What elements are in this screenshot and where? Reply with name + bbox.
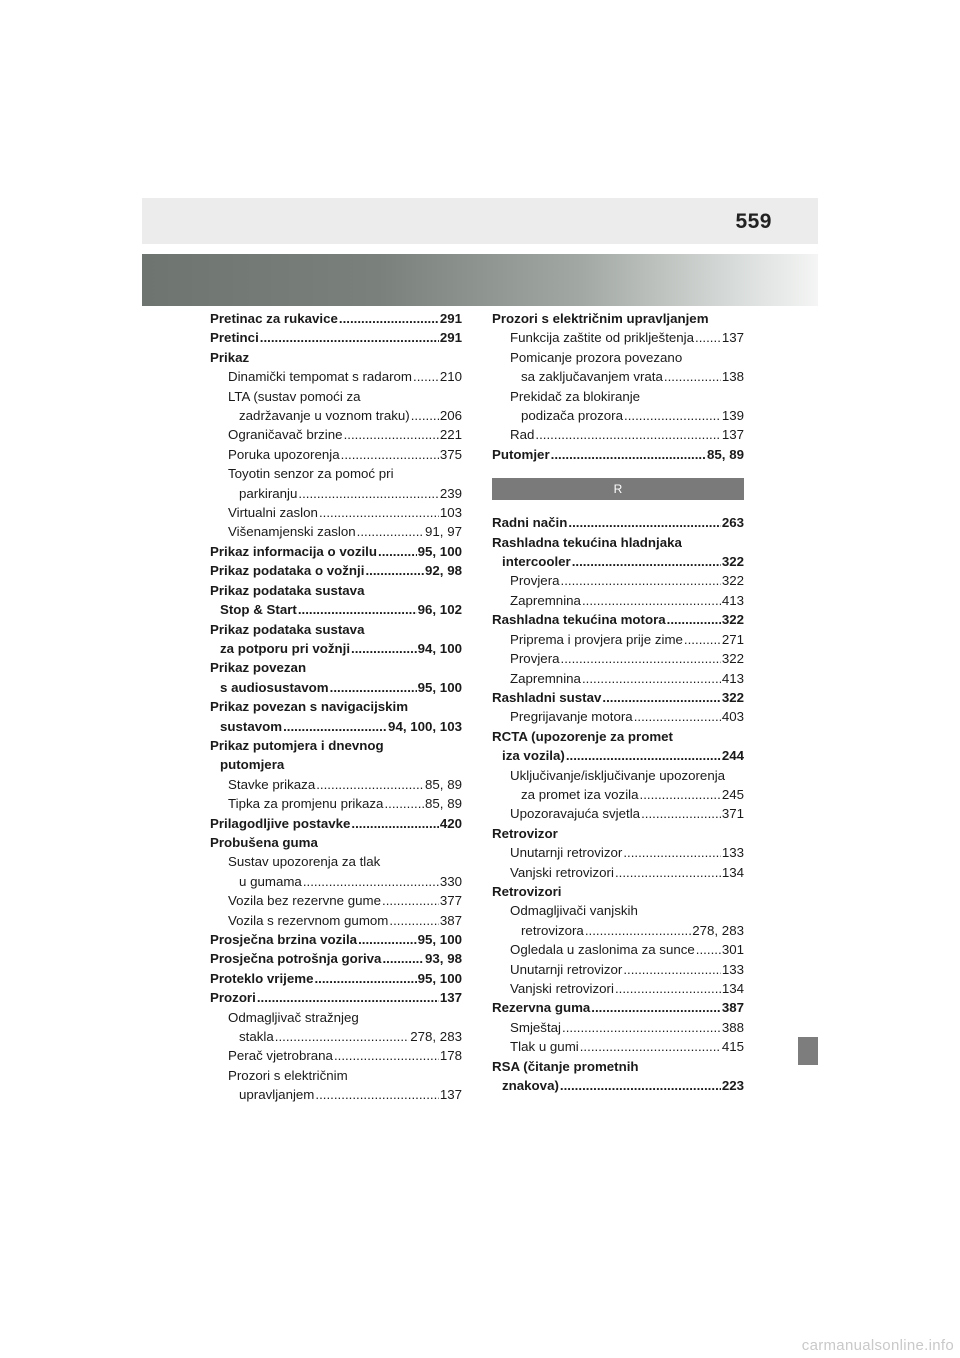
dot-leader xyxy=(602,688,720,707)
index-entry-text: upravljanjem xyxy=(239,1087,315,1103)
dot-leader xyxy=(344,425,439,444)
index-entry-text: Prozori s električnim upravljanjem xyxy=(492,311,709,326)
chapter-side-tab xyxy=(798,1037,818,1065)
index-entry-page: 322 xyxy=(721,554,744,570)
index-entry-page: 94, 100 xyxy=(417,640,462,656)
index-entry-page: 95, 100 xyxy=(417,679,462,695)
index-entry xyxy=(492,1037,744,1056)
index-entry xyxy=(492,804,744,823)
index-entry-text: retrovizora xyxy=(521,922,584,938)
index-entry-page: 371 xyxy=(721,806,744,822)
index-entry-text: Retrovizor xyxy=(492,825,558,841)
index-entry-text: parkiranju xyxy=(239,485,298,501)
index-entry xyxy=(492,552,744,571)
index-entry xyxy=(210,678,462,697)
index-entry-text: Zapremnina xyxy=(510,592,581,608)
index-entry-text: Retrovizori xyxy=(492,883,562,899)
index-entry xyxy=(210,387,462,406)
index-entry-page: 387 xyxy=(439,912,462,928)
index-entry xyxy=(210,367,462,386)
dot-leader xyxy=(358,930,417,949)
index-entry xyxy=(492,513,744,532)
index-entry xyxy=(210,697,462,716)
index-entry-text: Prikaz podataka sustava xyxy=(210,582,365,598)
dot-leader xyxy=(696,940,721,959)
index-entry-page: 278, 283 xyxy=(692,922,744,938)
index-entry-text: Sustav upozorenja za tlak xyxy=(228,854,381,870)
index-entry xyxy=(492,921,744,940)
index-entry xyxy=(210,406,462,425)
index-entry-page: 420 xyxy=(439,815,462,831)
index-entry xyxy=(492,425,744,444)
dot-leader xyxy=(562,1018,721,1037)
index-entry-page: 95, 100 xyxy=(417,543,462,559)
index-entry-text: RCTA (upozorenje za promet xyxy=(492,728,673,744)
index-entry-page: 263 xyxy=(721,515,744,531)
dot-leader xyxy=(389,911,438,930)
dot-leader xyxy=(339,309,439,328)
dot-leader xyxy=(560,1076,721,1095)
dot-leader xyxy=(623,843,720,862)
index-entry-text: za potporu pri vožnji xyxy=(220,640,351,656)
dot-leader xyxy=(351,639,417,658)
index-entry-text: Prikaz putomjera i dnevnog xyxy=(210,737,384,753)
dot-leader xyxy=(411,406,439,425)
index-entry-text: stakla xyxy=(239,1029,274,1045)
index-entry-page: 85, 89 xyxy=(707,446,744,462)
index-entry-text: Priprema i provjera prije zime xyxy=(510,631,683,647)
index-entry xyxy=(210,755,462,774)
index-entry-page: 139 xyxy=(721,408,744,424)
dot-leader xyxy=(623,960,720,979)
index-entry-text: Stavke prikaza xyxy=(228,776,316,792)
index-entry-text: sustavom xyxy=(220,718,283,734)
index-entry xyxy=(210,658,462,677)
index-entry-page: 291 xyxy=(439,311,462,326)
index-entry-page: 133 xyxy=(721,961,744,977)
index-entry-page: 137 xyxy=(439,990,462,1006)
index-entry xyxy=(210,1008,462,1027)
index-entry-text: sa zaključavanjem vrata xyxy=(521,369,663,385)
index-entry-text: Pretinci xyxy=(210,330,259,346)
index-entry xyxy=(492,979,744,998)
index-entry-text: Dinamički tempomat s radarom xyxy=(228,369,412,385)
dot-leader xyxy=(615,863,721,882)
index-entry-text: Provjera xyxy=(510,651,560,667)
index-entry-page: 85, 89 xyxy=(425,796,462,812)
index-entry-page: 206 xyxy=(439,408,462,424)
index-entry-page: 134 xyxy=(721,864,744,880)
index-entry xyxy=(210,814,462,833)
index-entry-text: Ogledala u zaslonima za sunce xyxy=(510,942,695,958)
index-entry xyxy=(210,348,462,367)
index-entry xyxy=(492,766,744,785)
dot-leader xyxy=(283,717,387,736)
index-entry-page: 103 xyxy=(439,505,462,521)
index-entry-text: Virtualni zaslon xyxy=(228,505,318,521)
dot-leader xyxy=(260,328,439,347)
index-entry xyxy=(210,775,462,794)
index-entry xyxy=(492,406,744,425)
index-entry-page: 178 xyxy=(439,1048,462,1064)
index-entry-page: 322 xyxy=(721,612,744,628)
index-entry-text: s audiosustavom xyxy=(220,679,329,695)
section-letter-bar xyxy=(492,478,744,500)
index-entry-text: Rashladna tekućina motora xyxy=(492,612,666,628)
index-entry-page: 137 xyxy=(721,330,744,346)
dot-leader xyxy=(695,328,721,347)
index-entry xyxy=(210,911,462,930)
index-entry-text: Prikaz podataka o vožnji xyxy=(210,563,365,579)
index-entry-page: 96, 102 xyxy=(417,602,462,618)
index-entry-page: 133 xyxy=(721,845,744,861)
index-entry xyxy=(210,833,462,852)
index-group-r xyxy=(492,513,744,1095)
index-entry-page: 322 xyxy=(721,689,744,705)
index-entry xyxy=(492,824,744,843)
index-entry-text: Ograničavač brzine xyxy=(228,427,343,443)
dot-leader xyxy=(315,1085,438,1104)
watermark: carmanualsonline.info xyxy=(801,1337,954,1354)
index-entry-page: 415 xyxy=(721,1039,744,1055)
index-entry-text: za promet iza vozila xyxy=(521,786,639,802)
index-entry-text: Rashladni sustav xyxy=(492,689,602,705)
index-entry-text: Unutarnji retrovizor xyxy=(510,845,623,861)
dot-leader xyxy=(561,649,721,668)
section-letter: R xyxy=(613,481,623,496)
index-entry xyxy=(210,581,462,600)
index-entry xyxy=(210,1085,462,1104)
index-entry xyxy=(210,503,462,522)
index-entry-text: Rashladna tekućina hladnjaka xyxy=(492,534,682,550)
index-entry xyxy=(210,445,462,464)
index-entry-text: Prikaz povezan xyxy=(210,660,307,676)
dot-leader xyxy=(275,1027,409,1046)
dot-leader xyxy=(365,561,424,580)
dot-leader xyxy=(684,630,721,649)
index-entry xyxy=(492,630,744,649)
index-entry xyxy=(492,882,744,901)
dot-leader xyxy=(582,591,721,610)
dot-leader xyxy=(351,814,438,833)
index-entry-text: Odmagljivač stražnjeg xyxy=(228,1009,359,1025)
index-entry-text: Uključivanje/isključivanje upozorenja xyxy=(510,767,726,783)
index-entry xyxy=(210,484,462,503)
index-entry xyxy=(492,940,744,959)
index-entry xyxy=(492,571,744,590)
index-entry-text: Prilagodljive postavke xyxy=(210,815,351,831)
dot-leader xyxy=(330,678,417,697)
index-entry-page: 301 xyxy=(721,942,744,958)
index-entry-text: Zapremnina xyxy=(510,670,581,686)
dot-leader xyxy=(580,1037,721,1056)
index-entry-text: znakova) xyxy=(502,1078,559,1094)
index-entry-text: Tlak u gumi xyxy=(510,1039,579,1055)
dot-leader xyxy=(664,367,721,386)
index-entry-page: 330 xyxy=(439,873,462,889)
dot-leader xyxy=(568,513,720,532)
index-entry xyxy=(492,727,744,746)
index-entry-page: 138 xyxy=(721,369,744,385)
index-entry-text: Pomicanje prozora povezano xyxy=(510,349,683,365)
dot-leader xyxy=(572,552,721,571)
index-group-p xyxy=(492,309,744,464)
index-entry-text: Odmagljivači vanjskih xyxy=(510,903,638,919)
index-entry-page: 322 xyxy=(721,651,744,667)
index-entry-text: Prikaz povezan s navigacijskim xyxy=(210,699,409,715)
dot-leader xyxy=(298,600,417,619)
index-entry-page: 95, 100 xyxy=(417,970,462,986)
index-entry-text: Prosječna potrošnja goriva xyxy=(210,951,382,967)
index-entry xyxy=(492,591,744,610)
index-entry-text: intercooler xyxy=(502,554,571,570)
dot-leader xyxy=(641,804,721,823)
index-entry xyxy=(210,1027,462,1046)
index-entry xyxy=(210,328,462,347)
index-entry xyxy=(492,960,744,979)
dot-leader xyxy=(382,891,439,910)
dot-leader xyxy=(314,969,416,988)
index-entry-page: 291 xyxy=(439,330,462,346)
index-entry xyxy=(210,717,462,736)
index-entry-text: Rad xyxy=(510,427,535,443)
index-column-left xyxy=(210,309,462,1105)
page-number: 559 xyxy=(735,210,772,233)
dot-leader xyxy=(357,522,424,541)
index-entry-text: Poruka upozorenja xyxy=(228,446,340,462)
header-band xyxy=(142,198,818,244)
index-entry-text: Tipka za promjenu prikaza xyxy=(228,796,384,812)
index-entry-page: 245 xyxy=(721,786,744,802)
index-entry-text: Putomjer xyxy=(492,446,550,462)
index-entry-page: 387 xyxy=(721,1000,744,1016)
index-entry xyxy=(492,348,744,367)
index-entry-text: RSA (čitanje prometnih xyxy=(492,1058,639,1074)
dot-leader xyxy=(585,921,691,940)
index-entry xyxy=(492,1076,744,1095)
index-entry-page: 223 xyxy=(721,1078,744,1094)
index-entry xyxy=(210,852,462,871)
index-entry-text: Proteklo vrijeme xyxy=(210,970,314,986)
index-entry-text: Višenamjenski zaslon xyxy=(228,524,356,540)
index-entry-page: 221 xyxy=(439,427,462,443)
index-entry xyxy=(492,785,744,804)
index-entry xyxy=(210,949,462,968)
index-entry xyxy=(210,1046,462,1065)
index-entry-text: Prosječna brzina vozila xyxy=(210,932,358,947)
index-entry xyxy=(492,843,744,862)
index-entry xyxy=(492,610,744,629)
index-entry xyxy=(492,998,744,1017)
dot-leader xyxy=(640,785,721,804)
index-entry xyxy=(492,1018,744,1037)
index-entry xyxy=(210,620,462,639)
index-entry-text: podizača prozora xyxy=(521,408,624,424)
index-entry xyxy=(492,746,744,765)
dot-leader xyxy=(319,503,439,522)
dot-leader xyxy=(298,484,438,503)
dot-leader xyxy=(382,949,424,968)
index-entry-text: Vozila bez rezervne gume xyxy=(228,893,381,909)
index-entry xyxy=(210,930,462,949)
index-entry-text: Prikaz podataka sustava xyxy=(210,621,365,637)
index-entry-text: Vozila s rezervnom gumom xyxy=(228,912,389,928)
index-entry xyxy=(210,522,462,541)
index-entry xyxy=(210,464,462,483)
dot-leader xyxy=(303,872,439,891)
index-entry-page: 91, 97 xyxy=(425,524,462,540)
index-entry-text: Provjera xyxy=(510,573,560,589)
index-column-right xyxy=(492,309,744,1095)
index-entry-text: Prozori xyxy=(210,990,256,1006)
index-entry xyxy=(210,309,462,328)
index-entry xyxy=(210,561,462,580)
index-entry xyxy=(492,863,744,882)
index-entry xyxy=(210,969,462,988)
index-entry-text: Prikaz informacija o vozilu xyxy=(210,543,377,559)
index-entry-text: Prozori s električnim xyxy=(228,1067,348,1083)
index-entry-text: Rezervna guma xyxy=(492,1000,591,1016)
index-entry-text: iza vozila) xyxy=(502,748,565,764)
dot-leader xyxy=(334,1046,439,1065)
index-entry xyxy=(492,367,744,386)
index-entry-page: 375 xyxy=(439,446,462,462)
index-entry-page: 322 xyxy=(721,573,744,589)
index-entry xyxy=(492,649,744,668)
index-entry-page: 93, 98 xyxy=(425,951,462,967)
index-entry xyxy=(492,901,744,920)
dot-leader xyxy=(316,775,424,794)
dot-leader xyxy=(378,542,417,561)
dot-leader xyxy=(591,998,721,1017)
index-entry xyxy=(492,688,744,707)
index-entry-text: Stop & Start xyxy=(220,602,297,618)
index-entry-page: 278, 283 xyxy=(410,1029,462,1045)
dot-leader xyxy=(341,445,439,464)
dot-leader xyxy=(257,988,439,1007)
index-entry xyxy=(492,445,744,464)
index-entry-page: 403 xyxy=(721,709,744,725)
index-entry-page: 239 xyxy=(439,485,462,501)
index-entry xyxy=(210,1066,462,1085)
index-entry xyxy=(210,736,462,755)
index-entry-text: Prikaz xyxy=(210,349,250,365)
index-entry-text: Vanjski retrovizori xyxy=(510,864,614,880)
index-entry-page: 271 xyxy=(721,631,744,647)
index-entry-text: Smještaj xyxy=(510,1019,561,1035)
dot-leader xyxy=(551,445,706,464)
index-entry xyxy=(210,872,462,891)
index-entry-text: Radni način xyxy=(492,515,568,531)
index-entry-text: Pretinac za rukavice xyxy=(210,311,338,326)
index-entry xyxy=(492,669,744,688)
index-entry-page: 210 xyxy=(439,369,462,385)
index-entry xyxy=(210,794,462,813)
index-entry xyxy=(210,600,462,619)
index-entry xyxy=(210,425,462,444)
index-entry-page: 134 xyxy=(721,981,744,996)
index-entry-page: 95, 100 xyxy=(417,932,462,947)
index-entry-text: Pregrijavanje motora xyxy=(510,709,633,725)
index-entry xyxy=(210,891,462,910)
index-entry-page: 137 xyxy=(439,1087,462,1103)
index-entry-text: Prekidač za blokiranje xyxy=(510,388,641,404)
dot-leader xyxy=(624,406,721,425)
chapter-gradient-bar xyxy=(142,254,818,306)
index-entry-page: 92, 98 xyxy=(425,563,462,579)
index-entry xyxy=(492,309,744,328)
index-entry-text: Toyotin senzor za pomoć pri xyxy=(228,466,394,482)
index-entry xyxy=(210,988,462,1007)
dot-leader xyxy=(413,367,439,386)
index-entry-text: LTA (sustav pomoći za xyxy=(228,388,361,404)
index-entry-page: 413 xyxy=(721,592,744,608)
index-entry xyxy=(210,639,462,658)
index-entry xyxy=(492,387,744,406)
index-entry-page: 94, 100, 103 xyxy=(388,718,462,734)
index-entry xyxy=(492,1057,744,1076)
index-entry-text: Vanjski retrovizori xyxy=(510,981,614,996)
index-entry-text: u gumama xyxy=(239,873,302,889)
index-entry-text: putomjera xyxy=(220,757,285,773)
index-entry-text: Perač vjetrobrana xyxy=(228,1048,333,1064)
dot-leader xyxy=(634,707,721,726)
index-entry-text: Funkcija zaštite od priklještenja xyxy=(510,330,695,346)
index-entry-page: 377 xyxy=(439,893,462,909)
index-entry-page: 244 xyxy=(721,748,744,764)
index-entry xyxy=(492,328,744,347)
index-entry-page: 413 xyxy=(721,670,744,686)
dot-leader xyxy=(561,571,721,590)
index-entry xyxy=(210,542,462,561)
index-entry xyxy=(492,707,744,726)
index-entry-text: zadržavanje u voznom traku) xyxy=(239,408,410,424)
dot-leader xyxy=(615,979,721,998)
index-entry-text: Probušena guma xyxy=(210,834,318,850)
index-entry xyxy=(492,533,744,552)
index-entry-page: 85, 89 xyxy=(425,776,462,792)
index-entry-page: 388 xyxy=(721,1019,744,1035)
dot-leader xyxy=(667,610,721,629)
dot-leader xyxy=(384,794,424,813)
dot-leader xyxy=(535,425,720,444)
dot-leader xyxy=(566,746,721,765)
index-entry-text: Unutarnji retrovizor xyxy=(510,961,623,977)
index-entry-page: 137 xyxy=(721,427,744,443)
dot-leader xyxy=(582,669,721,688)
index-entry-text: Upozoravajuća svjetla xyxy=(510,806,641,822)
